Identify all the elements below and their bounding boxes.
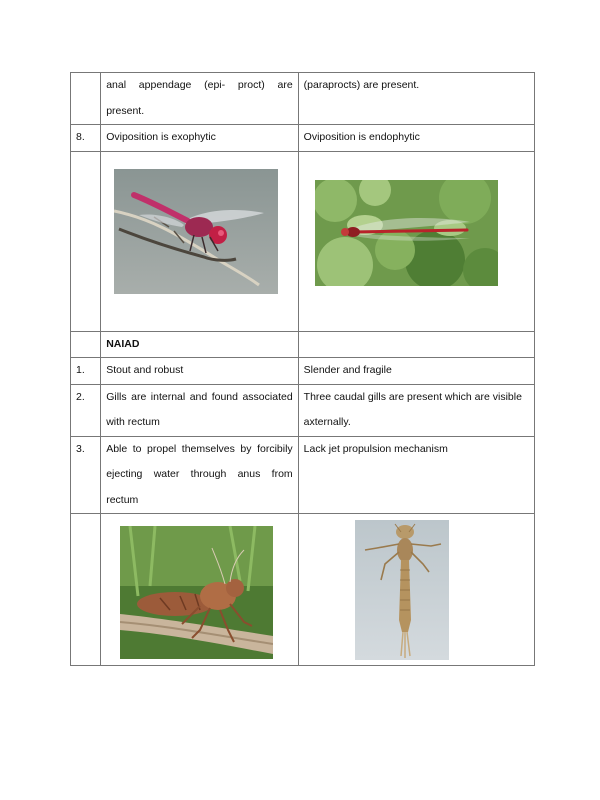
photo-cell (101, 151, 298, 331)
damselfly-adult-photo (315, 180, 498, 286)
serial-cell (71, 73, 101, 125)
cell-left: anal appendage (epi- proct) are present. (101, 73, 298, 125)
serial-cell (71, 331, 101, 358)
table-row (71, 436, 535, 514)
serial-cell: 3. (71, 436, 101, 514)
cell-right: Oviposition is endophytic (298, 125, 534, 152)
table-row (71, 331, 535, 358)
cell-left: Stout and robust (101, 358, 298, 385)
photo-cell (298, 151, 534, 331)
photo-cell (298, 514, 534, 666)
table-row (71, 125, 535, 152)
dragonfly-adult-photo (114, 169, 278, 294)
serial-cell: 1. (71, 358, 101, 385)
serial-cell: 2. (71, 384, 101, 436)
damselfly-naiad-photo (355, 520, 449, 660)
cell-left: Gills are internal and found associated with rectum (101, 384, 298, 436)
serial-cell (71, 514, 101, 666)
table-row (71, 514, 535, 666)
cell-right: Lack jet propulsion mechanism (298, 436, 534, 514)
section-heading: NAIAD (101, 331, 298, 358)
table-row (71, 384, 535, 436)
cell-right: Three caudal gills are present which are visible axternally. (298, 384, 534, 436)
dragonfly-naiad-photo (120, 526, 273, 659)
serial-cell (71, 151, 101, 331)
cell-left: Oviposition is exophytic (101, 125, 298, 152)
cell-right: (paraprocts) are present. (298, 73, 534, 125)
table-row (71, 151, 535, 331)
table-row (71, 73, 535, 125)
cell-right (298, 331, 534, 358)
comparison-table (70, 72, 535, 666)
serial-cell: 8. (71, 125, 101, 152)
photo-cell (101, 514, 298, 666)
cell-left: Able to propel themselves by forcibily ejecting water through anus from rectum (101, 436, 298, 514)
cell-right: Slender and fragile (298, 358, 534, 385)
table-row (71, 358, 535, 385)
